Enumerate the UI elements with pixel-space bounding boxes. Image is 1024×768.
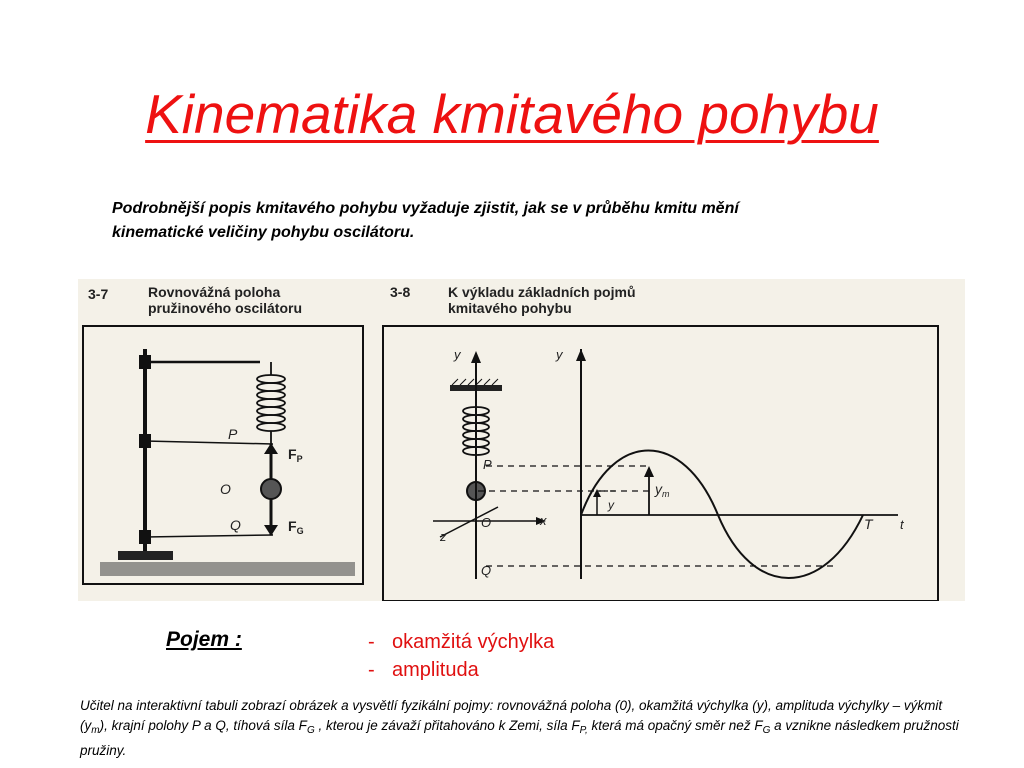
intro-text: Podrobnější popis kmitavého pohybu vyžaduje zjistit, jak se v průběhu kmitu mění kinematické veličiny pohybu oscilátoru. <box>112 200 739 241</box>
axis-y-right: y <box>556 347 563 362</box>
label-Fg: $F_G$ <box>288 518 304 536</box>
label-T: T <box>864 516 873 532</box>
axis-x: x <box>540 513 547 528</box>
term-label: okamžitá výchylka <box>392 631 555 653</box>
oscillator-figure <box>78 279 965 601</box>
label-Q-2: Q <box>481 563 492 578</box>
label-P-2: P <box>483 457 492 472</box>
term-item: - amplituda <box>368 659 479 681</box>
term-label: amplituda <box>392 659 479 681</box>
axis-z: z <box>440 529 447 544</box>
label-Q: Q <box>230 517 241 533</box>
slide-title: Kinematika kmitavého pohybu <box>145 83 879 145</box>
pojem-label: Pojem : <box>166 628 242 651</box>
fig1-caption-line1: Rovnovážná poloha <box>148 284 281 300</box>
label-t: t <box>900 517 904 532</box>
teacher-note: Učitel na interaktivní tabuli zobrazí obrázek a vysvětlí fyzikální pojmy: rovnovážná poloha (0), okamžitá výchylka (y), amplituda výchylky – výkmit $(y_m)$, krajní polohy P a Q, tíhová síla $F_G$ , kterou je závaží přitahováno k Zemi, síla $F_{P,}$ která má opačný směr než $F_G$ a vznikne následkem pružnosti pružiny. <box>80 698 959 758</box>
label-P: P <box>228 426 238 442</box>
label-ym: $y_m$ <box>655 481 670 499</box>
axis-y-left: y <box>454 347 461 362</box>
terms-list <box>368 628 554 684</box>
label-y-inst: y <box>608 498 614 512</box>
weight-ball <box>261 479 281 499</box>
fig2-caption-line1: K výkladu základních pojmů <box>448 284 636 300</box>
label-Fp: $F_P$ <box>288 446 303 464</box>
fig2-number: 3-8 <box>390 284 411 300</box>
term-item: - okamžitá výchylka <box>368 631 555 653</box>
label-O-2: O <box>481 515 492 530</box>
fig2-caption-line2: kmitavého pohybu <box>448 300 572 316</box>
fig1-number: 3-7 <box>88 286 109 302</box>
fig1-caption-line2: pružinového oscilátoru <box>148 300 303 316</box>
label-O: O <box>220 481 231 497</box>
